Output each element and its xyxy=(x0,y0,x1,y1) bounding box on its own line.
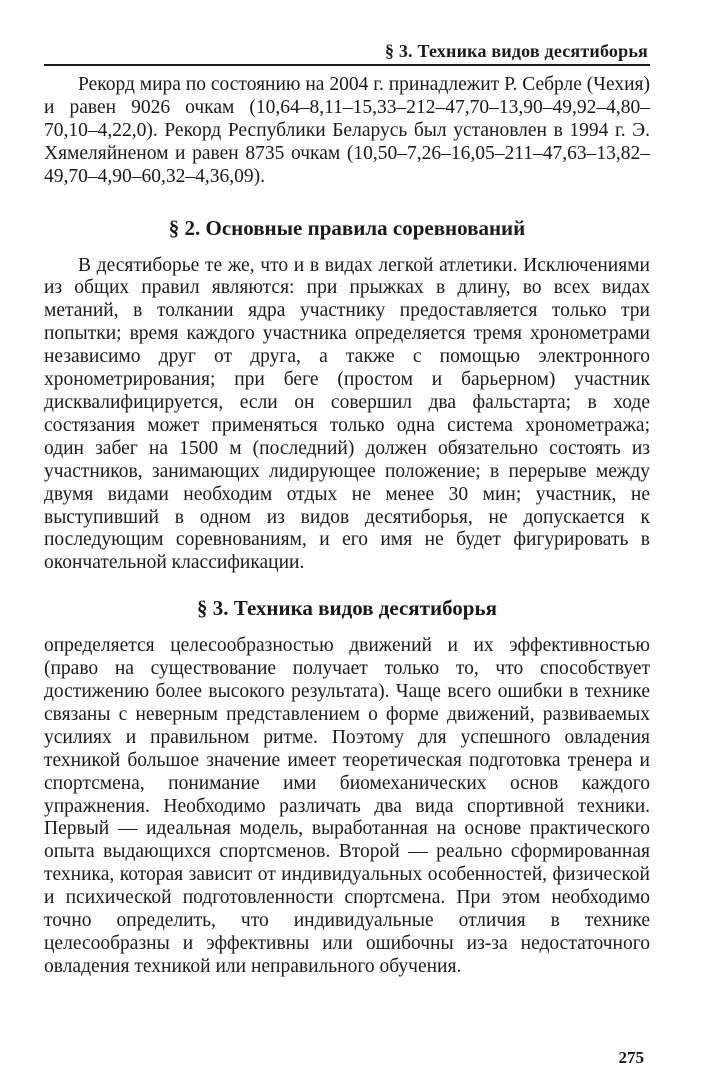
header-rule xyxy=(44,64,650,66)
section-3-paragraph: определяется целесообразностью движений и их эффективностью (право на существование получает только то, что способствует достижению более высокого результата). Чаще всего ошибки в технике связаны с неверным представлением о форме движений, развиваемых усилиях и правильном ритме. Поэтому для успешного овладения техникой большое значение имеет теоретическая подготовка тренера и спортсмена, понимание ими биомеханических основ каждого упражнения. Необходимо различать два вида спортивной техники. Первый — идеальная модель, выработанная на основе практического опыта выдающихся спортсменов. Второй — реально сформированная техника, которая зависит от индивидуальных особенностей, физической и психической подготовленности спортсмена. При этом необходимо точно определить, что индивидуальные отличия в технике целесообразны и эффективны или ошибочны из-за недостаточного овладения техникой или неправильного обучения. xyxy=(44,635,650,977)
page-number: 275 xyxy=(618,1048,644,1067)
running-head: § 3. Техника видов десятиборья xyxy=(384,41,648,61)
book-page xyxy=(44,40,650,1090)
section-3-title: § 3. Техника видов десятиборья xyxy=(197,596,497,621)
section-2-paragraph: В десятиборье те же, что и в видах легкой атлетики. Исключениями из общих правил являются: при прыжках в длину, во всех видах метаний, в толкании ядра участнику предоставляется только три попытки; время каждого участника определяется тремя хронометрами независимо друг от друга, а также с помощью электронного хронометрирования; при беге (простом и барьерном) участник дисквалифицируется, если он совершил два фальстарта; в ходе состязания может применяться только одна система хронометража; один забег на 1500 м (последний) должен обязательно состоять из участников, занимающих лидирующее положение; в перерыве между двумя видами необходим отдых не менее 30 мин; участник, не выступивший в одном из видов десятиборья, не допускается к последующим соревнованиям, и его имя не будет фигурировать в окончательной классификации. xyxy=(44,254,650,574)
records-paragraph: Рекорд мира по состоянию на 2004 г. принадлежит Р. Себрле (Чехия) и равен 9026 очкам (10,64–8,11–15,33–212–47,70–13,90–49,92–4,80–70,10–4,22,0). Рекорд Республики Беларусь был установлен в 1994 г. Э. Хямеляйненом и равен 8735 очкам (10,50–7,26–16,05–211–47,63–13,82–49,70–4,90–60,32–4,36,09). xyxy=(44,74,651,187)
section-2-title: § 2. Основные правила соревнований xyxy=(168,215,526,240)
